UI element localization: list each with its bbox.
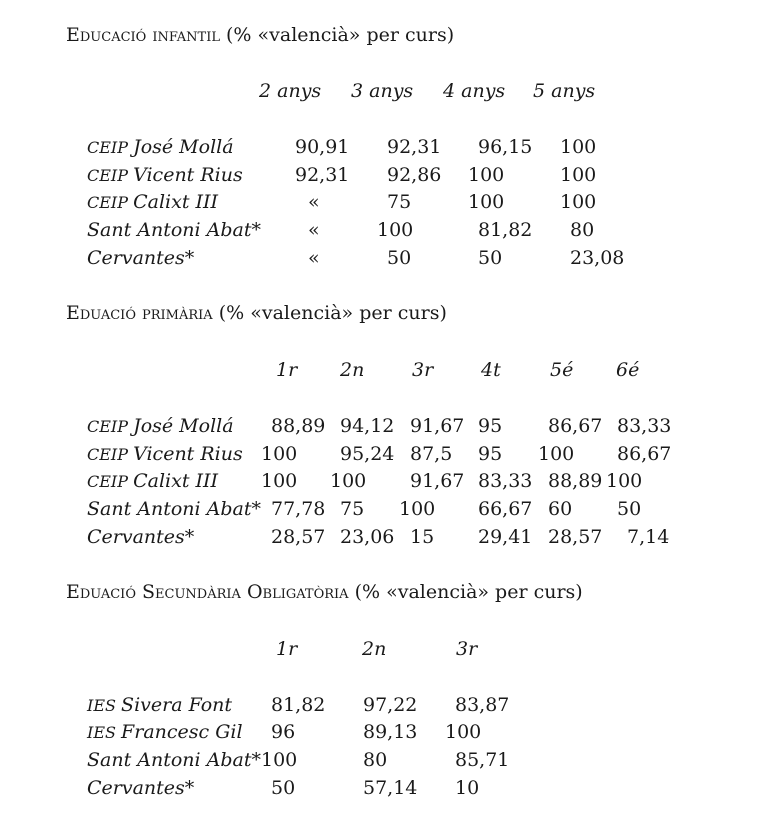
secundaria-value-cell: 96 (271, 721, 296, 743)
primaria-value-cell: 95,24 (340, 443, 395, 465)
school-type-prefix: CEIP (87, 166, 134, 185)
secundaria-row-label (87, 777, 194, 799)
primaria-value-cell: 86,67 (617, 443, 672, 465)
infantil-heading-rest: (% «valencià» per curs) (219, 24, 455, 46)
primaria-value-cell: 50 (617, 498, 642, 520)
primaria-value-cell: 88,89 (271, 415, 326, 437)
school-name: Sant Antoni Abat* (87, 498, 261, 520)
infantil-value-cell: 100 (560, 164, 597, 186)
secundaria-value-cell: 89,13 (363, 721, 418, 743)
infantil-value-cell: « (308, 219, 320, 241)
primaria-value-cell: 91,67 (410, 470, 465, 492)
primaria-value-cell: 29,41 (478, 526, 533, 548)
secundaria-heading (66, 581, 583, 603)
infantil-value-cell: 92,31 (387, 136, 442, 158)
primaria-value-cell: 91,67 (410, 415, 465, 437)
school-type-prefix: IES (87, 723, 122, 742)
school-name: Sant Antoni Abat* (87, 219, 261, 241)
infantil-value-cell: 23,08 (570, 247, 625, 269)
infantil-value-cell: 90,91 (295, 136, 350, 158)
primaria-column-header: 5é (550, 359, 574, 381)
primaria-value-cell: 87,5 (410, 443, 453, 465)
primaria-value-cell: 95 (478, 415, 503, 437)
infantil-value-cell: 50 (478, 247, 503, 269)
school-name: Sivera Font (121, 694, 233, 716)
secundaria-value-cell: 85,71 (455, 749, 510, 771)
primaria-value-cell: 100 (261, 470, 298, 492)
primaria-value-cell: 23,06 (340, 526, 395, 548)
infantil-value-cell: 75 (387, 191, 412, 213)
school-name: José Mollá (133, 415, 234, 437)
infantil-value-cell: « (308, 247, 320, 269)
primaria-column-header: 1r (276, 359, 298, 381)
infantil-value-cell: 92,31 (295, 164, 350, 186)
secundaria-heading-main: Eduació Secundària Obligatòria (66, 581, 349, 603)
primaria-value-cell: 100 (606, 470, 643, 492)
primaria-row-label (87, 443, 243, 466)
school-name: Cervantes* (87, 777, 195, 799)
primaria-value-cell: 100 (399, 498, 436, 520)
primaria-value-cell: 95 (478, 443, 503, 465)
school-name: Cervantes* (87, 526, 195, 548)
infantil-row-label (87, 219, 261, 241)
primaria-heading-main: Eduació primària (66, 302, 213, 324)
school-name: Francesc Gil (121, 721, 243, 743)
secundaria-column-header: 2n (362, 638, 387, 660)
school-type-prefix: IES (87, 696, 122, 715)
primaria-value-cell: 28,57 (548, 526, 603, 548)
secundaria-column-header: 3r (456, 638, 478, 660)
infantil-column-header: 4 anys (443, 80, 506, 102)
secundaria-row-label (87, 749, 261, 771)
primaria-value-cell: 88,89 (548, 470, 603, 492)
secundaria-value-cell: 100 (261, 749, 298, 771)
secundaria-heading-rest: (% «valencià» per curs) (348, 581, 583, 603)
infantil-column-header: 3 anys (351, 80, 414, 102)
primaria-value-cell: 28,57 (271, 526, 326, 548)
secundaria-row-label (87, 721, 243, 744)
school-type-prefix: CEIP (87, 193, 134, 212)
primaria-value-cell: 60 (548, 498, 573, 520)
primaria-heading-rest: (% «valencià» per curs) (212, 302, 447, 324)
primaria-column-header: 3r (412, 359, 434, 381)
primaria-row-label (87, 526, 194, 548)
primaria-value-cell: 66,67 (478, 498, 533, 520)
primaria-value-cell: 83,33 (478, 470, 533, 492)
primaria-value-cell: 7,14 (627, 526, 670, 548)
secundaria-row-label (87, 694, 232, 717)
infantil-value-cell: 100 (560, 136, 597, 158)
school-name: Vicent Rius (133, 443, 243, 465)
infantil-value-cell: 100 (377, 219, 414, 241)
primaria-column-header: 4t (481, 359, 501, 381)
school-name: José Mollá (133, 136, 234, 158)
secundaria-column-header: 1r (276, 638, 298, 660)
primaria-value-cell: 83,33 (617, 415, 672, 437)
infantil-value-cell: « (308, 191, 320, 213)
infantil-row-label (87, 164, 243, 187)
primaria-value-cell: 86,67 (548, 415, 603, 437)
primaria-row-label (87, 470, 218, 493)
school-type-prefix: CEIP (87, 138, 134, 157)
primaria-value-cell: 100 (330, 470, 367, 492)
infantil-heading (66, 24, 454, 46)
infantil-value-cell: 100 (560, 191, 597, 213)
school-name: Calixt III (133, 191, 219, 213)
secundaria-value-cell: 81,82 (271, 694, 326, 716)
primaria-value-cell: 94,12 (340, 415, 395, 437)
secundaria-value-cell: 50 (271, 777, 296, 799)
school-name: Calixt III (133, 470, 219, 492)
primaria-row-label (87, 415, 234, 438)
primaria-row-label (87, 498, 261, 520)
infantil-value-cell: 100 (468, 164, 505, 186)
primaria-heading (66, 302, 447, 324)
primaria-column-header: 2n (340, 359, 365, 381)
infantil-value-cell: 92,86 (387, 164, 442, 186)
secundaria-value-cell: 57,14 (363, 777, 418, 799)
secundaria-value-cell: 97,22 (363, 694, 418, 716)
infantil-value-cell: 50 (387, 247, 412, 269)
infantil-row-label (87, 191, 218, 214)
primaria-value-cell: 100 (261, 443, 298, 465)
infantil-value-cell: 100 (468, 191, 505, 213)
infantil-value-cell: 96,15 (478, 136, 533, 158)
infantil-heading-main: Educació infantil (66, 24, 220, 46)
school-type-prefix: CEIP (87, 445, 134, 464)
infantil-column-header: 2 anys (259, 80, 322, 102)
infantil-row-label (87, 136, 234, 159)
school-name: Vicent Rius (133, 164, 243, 186)
school-type-prefix: CEIP (87, 417, 134, 436)
primaria-value-cell: 100 (538, 443, 575, 465)
primaria-column-header: 6é (616, 359, 640, 381)
infantil-column-header: 5 anys (533, 80, 596, 102)
secundaria-value-cell: 100 (445, 721, 482, 743)
primaria-value-cell: 15 (410, 526, 435, 548)
primaria-value-cell: 75 (340, 498, 365, 520)
secundaria-value-cell: 80 (363, 749, 388, 771)
infantil-value-cell: 80 (570, 219, 595, 241)
infantil-value-cell: 81,82 (478, 219, 533, 241)
primaria-value-cell: 77,78 (271, 498, 326, 520)
school-name: Sant Antoni Abat* (87, 749, 261, 771)
school-type-prefix: CEIP (87, 472, 134, 491)
secundaria-value-cell: 83,87 (455, 694, 510, 716)
infantil-row-label (87, 247, 194, 269)
secundaria-value-cell: 10 (455, 777, 480, 799)
school-name: Cervantes* (87, 247, 195, 269)
